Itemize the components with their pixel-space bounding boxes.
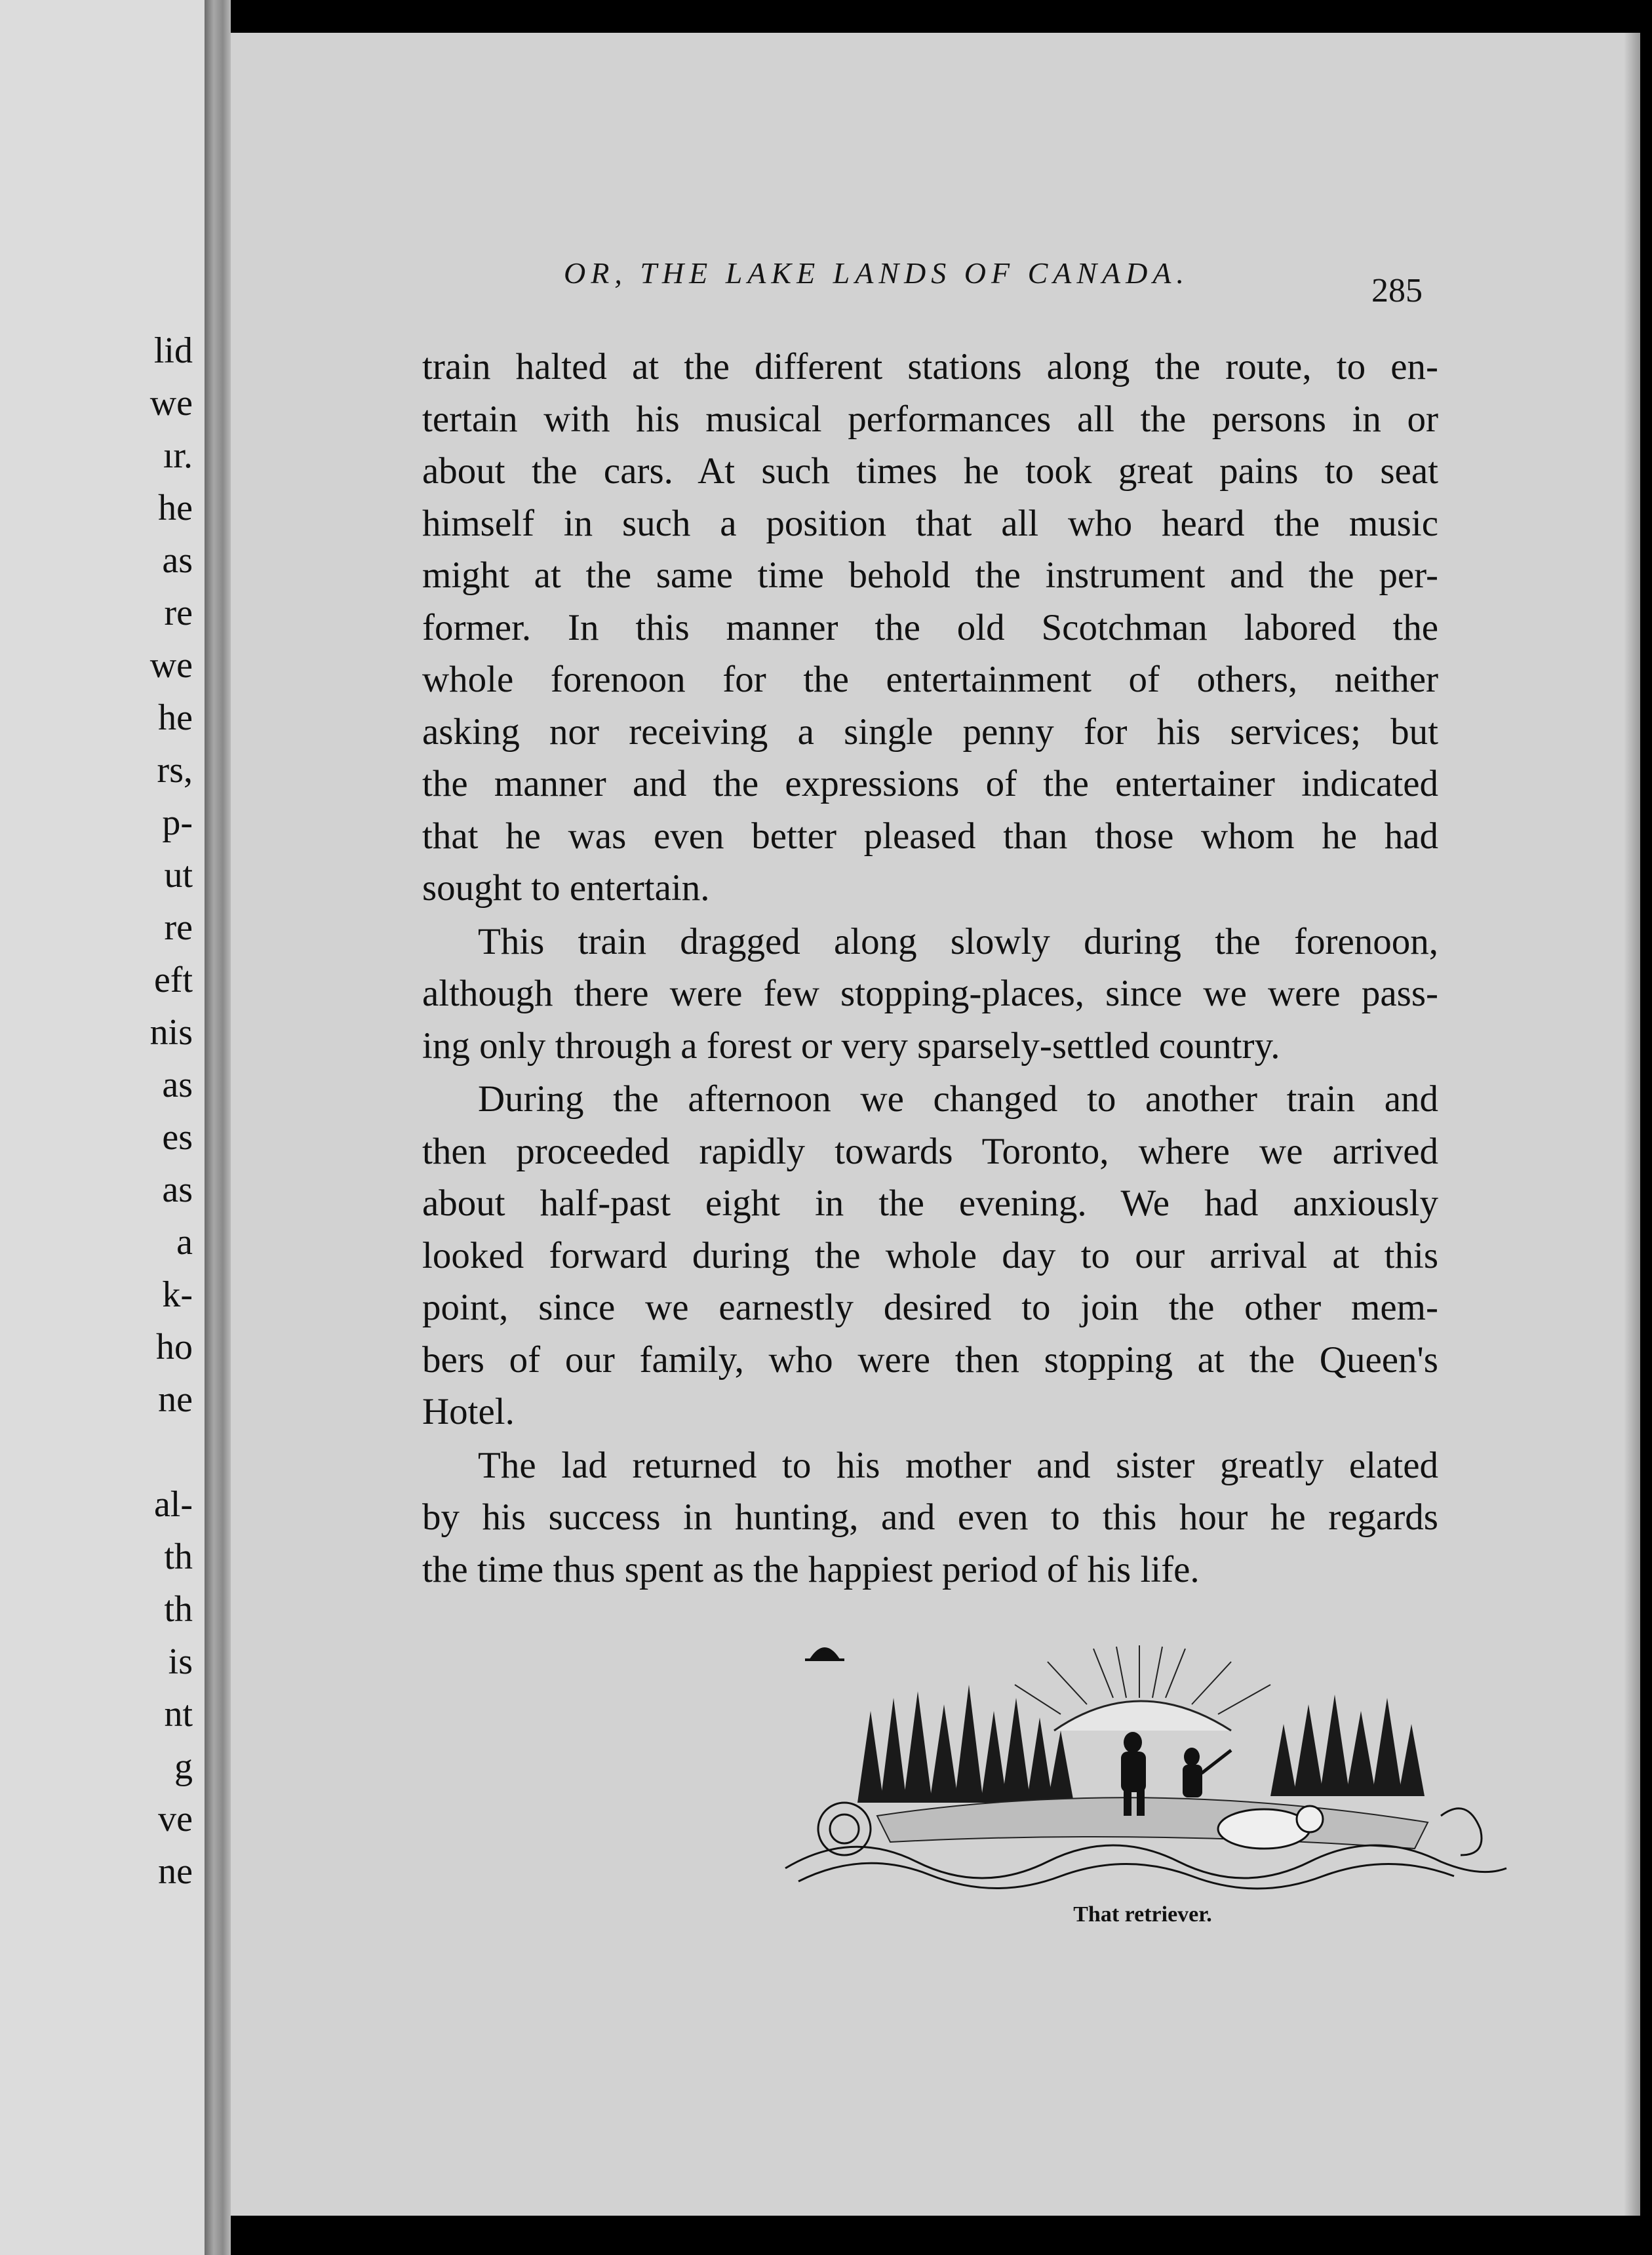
- facing-page-fragment: lid: [153, 330, 193, 371]
- text-line: This train dragged along slowly during the forenoon,: [478, 920, 1438, 962]
- facing-page-fragment: th: [164, 1537, 193, 1577]
- text-line: that he was even better pleased than those whom he had: [422, 815, 1438, 857]
- text-line: whole forenoon for the entertainment of others, neither: [422, 659, 1438, 700]
- hunting-scene-illustration: [772, 1632, 1513, 1908]
- text-line: former. In this manner the old Scotchman labored the: [422, 606, 1438, 648]
- text-line: sought to entertain.: [422, 867, 710, 909]
- paragraph: [422, 341, 1438, 914]
- book-gutter: [205, 0, 231, 2255]
- facing-page-fragment: ut: [164, 855, 193, 895]
- body-text: [422, 341, 1438, 1597]
- facing-page-fragment: we: [149, 383, 193, 423]
- text-line: looked forward during the whole day to our arrival at this: [422, 1234, 1438, 1276]
- text-line: Hotel.: [422, 1391, 515, 1432]
- facing-page-fragment: g: [174, 1746, 193, 1787]
- facing-page-fragment: ne: [158, 1379, 193, 1420]
- text-line: point, since we earnestly desired to join the other mem-: [422, 1287, 1438, 1328]
- text-line: the time thus spent as the happiest period of his life.: [422, 1548, 1200, 1590]
- running-head: OR, THE LAKE LANDS OF CANADA.: [564, 256, 1189, 290]
- text-line: asking nor receiving a single penny for his services; but: [422, 711, 1438, 753]
- facing-page-fragment: [150, 1426, 193, 1478]
- facing-page-fragment: as: [162, 1065, 193, 1105]
- facing-page-text-fragments: [150, 324, 193, 1898]
- text-line: The lad returned to his mother and sister greatly elated: [478, 1444, 1438, 1486]
- page-number: 285: [1371, 272, 1423, 309]
- text-line: train halted at the different stations along the route, to en-: [422, 346, 1438, 387]
- facing-page-fragment: ne: [158, 1851, 193, 1892]
- facing-page-fragment: ır.: [163, 435, 193, 476]
- facing-page-fragment: re: [164, 907, 193, 948]
- facing-page: [0, 0, 205, 2255]
- page-edge-shadow: [1624, 33, 1640, 2216]
- facing-page-fragment: he: [158, 697, 193, 738]
- text-line: himself in such a position that all who heard the music: [422, 502, 1438, 544]
- facing-page-fragment: as: [162, 540, 193, 581]
- facing-page-fragment: p-: [162, 802, 193, 843]
- facing-page-fragment: he: [158, 488, 193, 528]
- text-line: bers of our family, who were then stopping at the Queen's: [422, 1339, 1438, 1381]
- illustration-caption: That retriever.: [1073, 1902, 1212, 1927]
- facing-page-fragment: nt: [164, 1694, 193, 1735]
- facing-page-fragment: rs,: [157, 750, 193, 791]
- text-line: ing only through a forest or very sparsely-settled country.: [422, 1025, 1280, 1067]
- facing-page-fragment: ve: [158, 1799, 193, 1839]
- facing-page-fragment: th: [164, 1589, 193, 1630]
- facing-page-fragment: k-: [162, 1274, 193, 1315]
- facing-page-fragment: as: [162, 1169, 193, 1210]
- facing-page-fragment: ho: [156, 1327, 193, 1367]
- paragraph: [422, 1073, 1438, 1438]
- text-line: During the afternoon we changed to another train and: [478, 1078, 1438, 1120]
- facing-page-fragment: we: [149, 645, 193, 686]
- facing-page-fragment: es: [162, 1117, 193, 1158]
- text-line: although there were few stopping-places, since we were pass-: [422, 973, 1438, 1014]
- paragraph: [422, 916, 1438, 1072]
- text-line: by his success in hunting, and even to this hour he regards: [422, 1497, 1438, 1538]
- text-line: then proceeded rapidly towards Toronto, where we arrived: [422, 1130, 1438, 1172]
- text-line: about the cars. At such times he took great pains to seat: [422, 450, 1438, 492]
- facing-page-fragment: a: [176, 1222, 193, 1263]
- facing-page-fragment: al-: [153, 1484, 193, 1525]
- facing-page-fragment: nis: [149, 1012, 193, 1053]
- text-line: might at the same time behold the instrument and the per-: [422, 555, 1438, 596]
- text-line: about half-past eight in the evening. We had anxiously: [422, 1183, 1438, 1224]
- facing-page-fragment: eft: [153, 960, 193, 1000]
- facing-page-fragment: is: [168, 1641, 193, 1682]
- book-page: [231, 33, 1640, 2216]
- text-line: tertain with his musical performances all the persons in or: [422, 398, 1438, 440]
- facing-page-fragment: re: [164, 593, 193, 633]
- paragraph: [422, 1440, 1438, 1596]
- text-line: the manner and the expressions of the entertainer indicated: [422, 763, 1438, 804]
